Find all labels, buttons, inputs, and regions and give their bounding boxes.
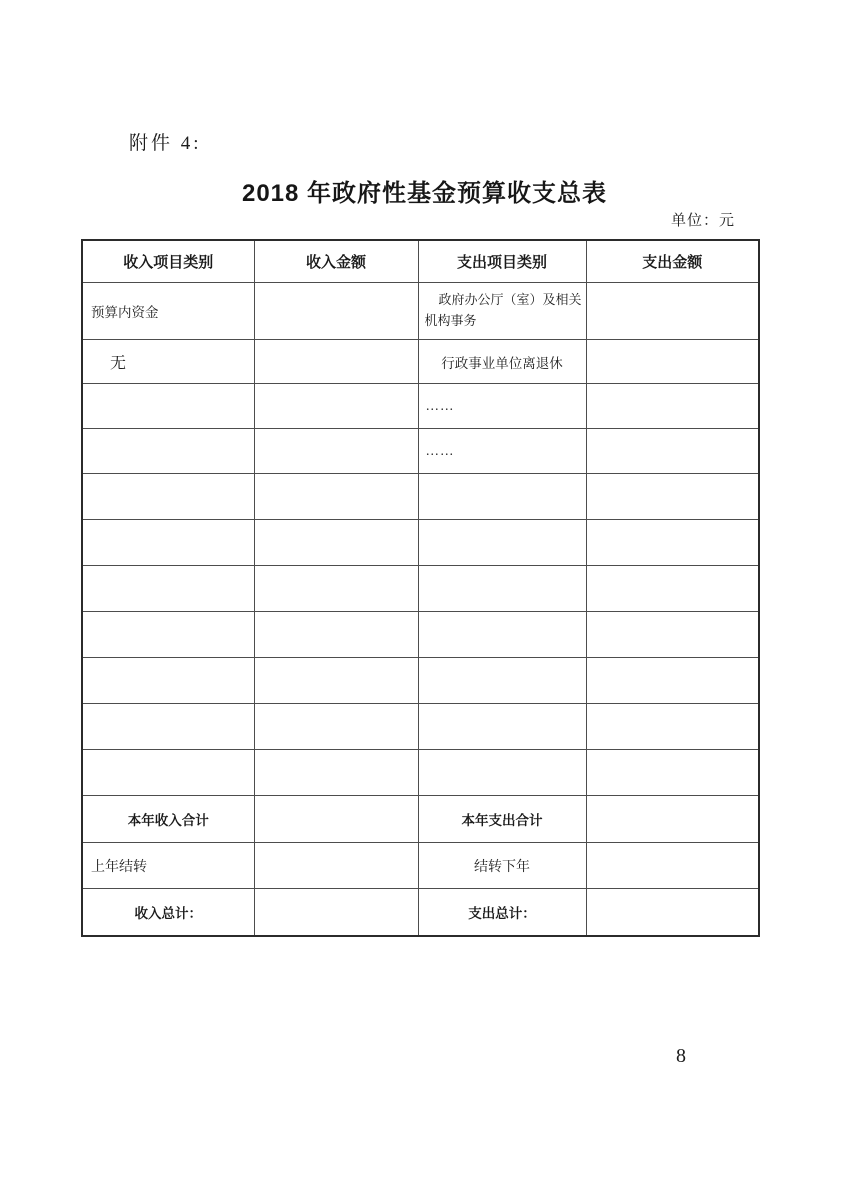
cell-expense-amount bbox=[586, 750, 759, 796]
attachment-label: 附件 4: bbox=[129, 133, 202, 154]
cell-income-amount bbox=[254, 520, 418, 566]
table-row bbox=[82, 429, 759, 474]
cell-expense-category: 本年支出合计 bbox=[418, 796, 586, 843]
cell-income-amount bbox=[254, 843, 418, 889]
cell-income-amount bbox=[254, 612, 418, 658]
table-row bbox=[82, 750, 759, 796]
column-header-income-amount: 收入金额 bbox=[254, 240, 418, 283]
cell-income-amount bbox=[254, 474, 418, 520]
table-row bbox=[82, 796, 759, 843]
table-row bbox=[82, 520, 759, 566]
table-row bbox=[82, 340, 759, 384]
cell-income-category bbox=[82, 750, 254, 796]
table-header-row bbox=[82, 240, 759, 283]
cell-expense-amount bbox=[586, 658, 759, 704]
table-row bbox=[82, 474, 759, 520]
cell-income-category bbox=[82, 429, 254, 474]
cell-income-amount bbox=[254, 566, 418, 612]
cell-expense-amount bbox=[586, 796, 759, 843]
cell-expense-amount bbox=[586, 474, 759, 520]
cell-income-category bbox=[82, 566, 254, 612]
table-row bbox=[82, 658, 759, 704]
cell-expense-amount bbox=[586, 704, 759, 750]
cell-income-amount bbox=[254, 704, 418, 750]
cell-expense-amount bbox=[586, 283, 759, 340]
budget-table bbox=[81, 239, 760, 937]
cell-expense-category: …… bbox=[418, 384, 586, 429]
cell-income-amount bbox=[254, 750, 418, 796]
cell-income-amount bbox=[254, 658, 418, 704]
cell-income-category: 预算内资金 bbox=[82, 283, 254, 340]
cell-expense-category bbox=[418, 750, 586, 796]
cell-income-category bbox=[82, 658, 254, 704]
cell-expense-amount bbox=[586, 889, 759, 937]
page-title: 2018 年政府性基金预算收支总表 bbox=[241, 180, 608, 207]
page-number: 8 bbox=[676, 1045, 686, 1067]
cell-income-amount bbox=[254, 340, 418, 384]
cell-expense-category bbox=[418, 520, 586, 566]
column-header-expense-category: 支出项目类别 bbox=[418, 240, 586, 283]
cell-income-category: 无 bbox=[82, 340, 254, 384]
cell-expense-category: 行政事业单位离退休 bbox=[418, 340, 586, 384]
cell-income-category: 上年结转 bbox=[82, 843, 254, 889]
cell-expense-category bbox=[418, 658, 586, 704]
column-header-expense-amount: 支出金额 bbox=[586, 240, 759, 283]
cell-expense-amount bbox=[586, 429, 759, 474]
cell-expense-amount bbox=[586, 340, 759, 384]
cell-expense-amount bbox=[586, 843, 759, 889]
cell-expense-category bbox=[418, 612, 586, 658]
cell-expense-category: 结转下年 bbox=[418, 843, 586, 889]
table-row bbox=[82, 612, 759, 658]
table-row bbox=[82, 843, 759, 889]
cell-income-category bbox=[82, 474, 254, 520]
cell-expense-category bbox=[418, 474, 586, 520]
table-row bbox=[82, 283, 759, 340]
cell-income-category: 收入总计： bbox=[82, 889, 254, 937]
cell-income-amount bbox=[254, 796, 418, 843]
cell-income-amount bbox=[254, 429, 418, 474]
cell-income-category bbox=[82, 384, 254, 429]
cell-income-category bbox=[82, 520, 254, 566]
cell-expense-amount bbox=[586, 612, 759, 658]
cell-income-category bbox=[82, 612, 254, 658]
cell-expense-category: 支出总计： bbox=[418, 889, 586, 937]
cell-expense-amount bbox=[586, 384, 759, 429]
cell-income-amount bbox=[254, 283, 418, 340]
cell-expense-amount bbox=[586, 520, 759, 566]
cell-income-category: 本年收入合计 bbox=[82, 796, 254, 843]
cell-expense-amount bbox=[586, 566, 759, 612]
table-row bbox=[82, 704, 759, 750]
cell-income-amount bbox=[254, 384, 418, 429]
unit-label: 单位：元 bbox=[670, 213, 735, 229]
cell-expense-category: …… bbox=[418, 429, 586, 474]
cell-expense-category: 政府办公厅（室）及相关机构事务 bbox=[418, 283, 586, 340]
table-row bbox=[82, 384, 759, 429]
cell-income-category bbox=[82, 704, 254, 750]
table-row bbox=[82, 889, 759, 937]
cell-income-amount bbox=[254, 889, 418, 937]
cell-expense-category bbox=[418, 566, 586, 612]
column-header-income-category: 收入项目类别 bbox=[82, 240, 254, 283]
cell-expense-category bbox=[418, 704, 586, 750]
table-row bbox=[82, 566, 759, 612]
